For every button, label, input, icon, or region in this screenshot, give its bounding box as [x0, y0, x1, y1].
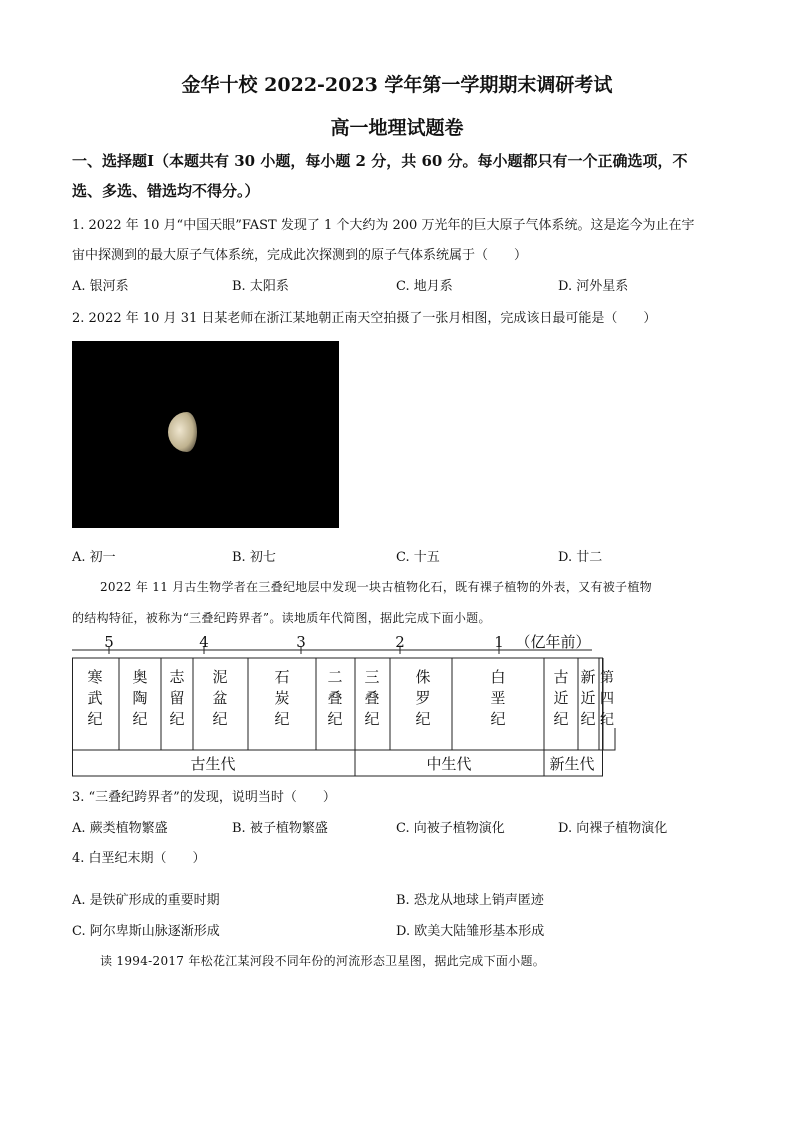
- half-moon-icon: [72, 341, 339, 528]
- question-4-line1: 4. 白垩纪末期（ ）: [72, 851, 206, 866]
- tick-label-1: 1: [494, 633, 504, 651]
- era-mesozoic: 中生代: [426, 755, 472, 773]
- period-paleogene-char1: 古: [553, 668, 569, 686]
- period-triassic-char1: 三: [364, 668, 380, 686]
- section-heading-line1: 一、选择题Ⅰ（本题共有 30 小题，每小题 2 分，共 60 分。每小题都只有一个正确选项，不: [72, 152, 688, 170]
- period-devonian-char1: 泥: [212, 668, 228, 686]
- period-quaternary-char2: 四: [600, 691, 614, 707]
- period-silurian-char3: 纪: [169, 710, 185, 728]
- period-quaternary-char1: 第: [600, 670, 614, 686]
- question-4-option-d: D. 欧美大陆雏形基本形成: [396, 924, 545, 939]
- period-cambrian-char2: 武: [87, 689, 103, 707]
- question-1-line1: 1. 2022 年 10 月“中国天眼”FAST 发现了 1 个大约为 200 万光年的巨大原子气体系统。这是迄今为止在宇: [72, 218, 695, 233]
- question-3-option-d: D. 向裸子植物演化: [558, 821, 668, 836]
- intro-paragraph-line2: 的结构特征，被称为“三叠纪跨界者”。读地质年代简图，据此完成下面小题。: [72, 611, 491, 625]
- question-2-option-a: A. 初一: [72, 550, 116, 565]
- period-carboniferous-char3: 纪: [274, 710, 290, 728]
- period-labels: [87, 668, 614, 728]
- period-triassic-char3: 纪: [364, 710, 380, 728]
- tick-label-5: 5: [104, 633, 114, 651]
- period-carboniferous-char2: 炭: [274, 689, 290, 707]
- intro-paragraph-line1: 2022 年 11 月古生物学者在三叠纪地层中发现一块古植物化石，既有裸子植物的外表，又有被子植物: [100, 580, 652, 594]
- period-ordovician-char1: 奥: [132, 668, 148, 686]
- question-4-option-a: A. 是铁矿形成的重要时期: [72, 893, 220, 908]
- period-devonian-char2: 盆: [212, 689, 228, 707]
- question-1-option-a: A. 银河系: [72, 279, 129, 294]
- section-heading-line2: 选、多选、错选均不得分。）: [72, 182, 260, 200]
- period-jurassic-char2: 罗: [415, 689, 431, 707]
- question-3-option-a: A. 蕨类植物繁盛: [72, 821, 168, 836]
- tick-label-3: 3: [296, 633, 306, 651]
- question-2-option-d: D. 廿二: [558, 550, 603, 565]
- period-permian-char3: 纪: [327, 710, 343, 728]
- question-1-option-d: D. 河外星系: [558, 279, 629, 294]
- question-2-option-c: C. 十五: [396, 550, 440, 565]
- question-4-option-c: C. 阿尔卑斯山脉逐渐形成: [72, 924, 220, 939]
- period-cretaceous-char3: 纪: [490, 710, 506, 728]
- period-permian-char2: 叠: [327, 689, 343, 707]
- period-ordovician-char3: 纪: [132, 710, 148, 728]
- period-carboniferous-char1: 石: [274, 668, 290, 686]
- period-paleogene-char2: 近: [553, 689, 569, 707]
- period-silurian-char1: 志: [169, 668, 185, 686]
- period-jurassic-char3: 纪: [415, 710, 431, 728]
- period-ordovician-char2: 陶: [132, 689, 148, 707]
- geologic-time-chart: [72, 633, 612, 783]
- period-neogene-char3: 纪: [580, 710, 596, 728]
- period-cretaceous-char1: 白: [490, 668, 506, 686]
- period-cretaceous-char2: 垩: [490, 689, 506, 707]
- tick-label-2: 2: [395, 633, 405, 651]
- question-1-option-b: B. 太阳系: [232, 279, 289, 294]
- period-permian-char1: 二: [327, 668, 343, 686]
- period-neogene-char2: 近: [580, 689, 596, 707]
- question-2-option-b: B. 初七: [232, 550, 276, 565]
- period-cambrian-char3: 纪: [87, 710, 103, 728]
- moon-photo: [72, 341, 339, 528]
- question-3-option-b: B. 被子植物繁盛: [232, 821, 328, 836]
- page-title: 金华十校 2022-2023 学年第一学期期末调研考试: [181, 74, 613, 96]
- question-2-line1: 2. 2022 年 10 月 31 日某老师在浙江某地朝正南天空拍摄了一张月相图，完成该日最可能是（ ）: [72, 311, 657, 326]
- intro-paragraph-2: 读 1994-2017 年松花江某河段不同年份的河流形态卫星图，据此完成下面小题。: [100, 954, 546, 968]
- period-quaternary-char3: 纪: [600, 712, 614, 728]
- period-cambrian-char1: 寒: [87, 668, 103, 686]
- period-neogene-char1: 新: [580, 668, 596, 686]
- question-1-option-c: C. 地月系: [396, 279, 453, 294]
- period-silurian-char2: 留: [169, 689, 185, 707]
- era-paleozoic: 古生代: [190, 755, 236, 773]
- period-paleogene-char3: 纪: [553, 710, 569, 728]
- tick-label-4: 4: [199, 633, 209, 651]
- era-cenozoic: 新生代: [549, 755, 595, 773]
- period-jurassic-char1: 侏: [415, 668, 431, 686]
- period-triassic-char2: 叠: [364, 689, 380, 707]
- page-subtitle: 高一地理试题卷: [330, 117, 464, 139]
- question-3-line1: 3. “三叠纪跨界者”的发现，说明当时（ ）: [72, 790, 336, 805]
- question-1-line2: 宙中探测到的最大原子气体系统，完成此次探测到的原子气体系统属于（ ）: [72, 248, 528, 263]
- question-4-option-b: B. 恐龙从地球上销声匿迹: [396, 893, 544, 908]
- period-devonian-char3: 纪: [212, 710, 228, 728]
- question-3-option-c: C. 向被子植物演化: [396, 821, 505, 836]
- axis-unit-label: （亿年前）: [515, 633, 591, 651]
